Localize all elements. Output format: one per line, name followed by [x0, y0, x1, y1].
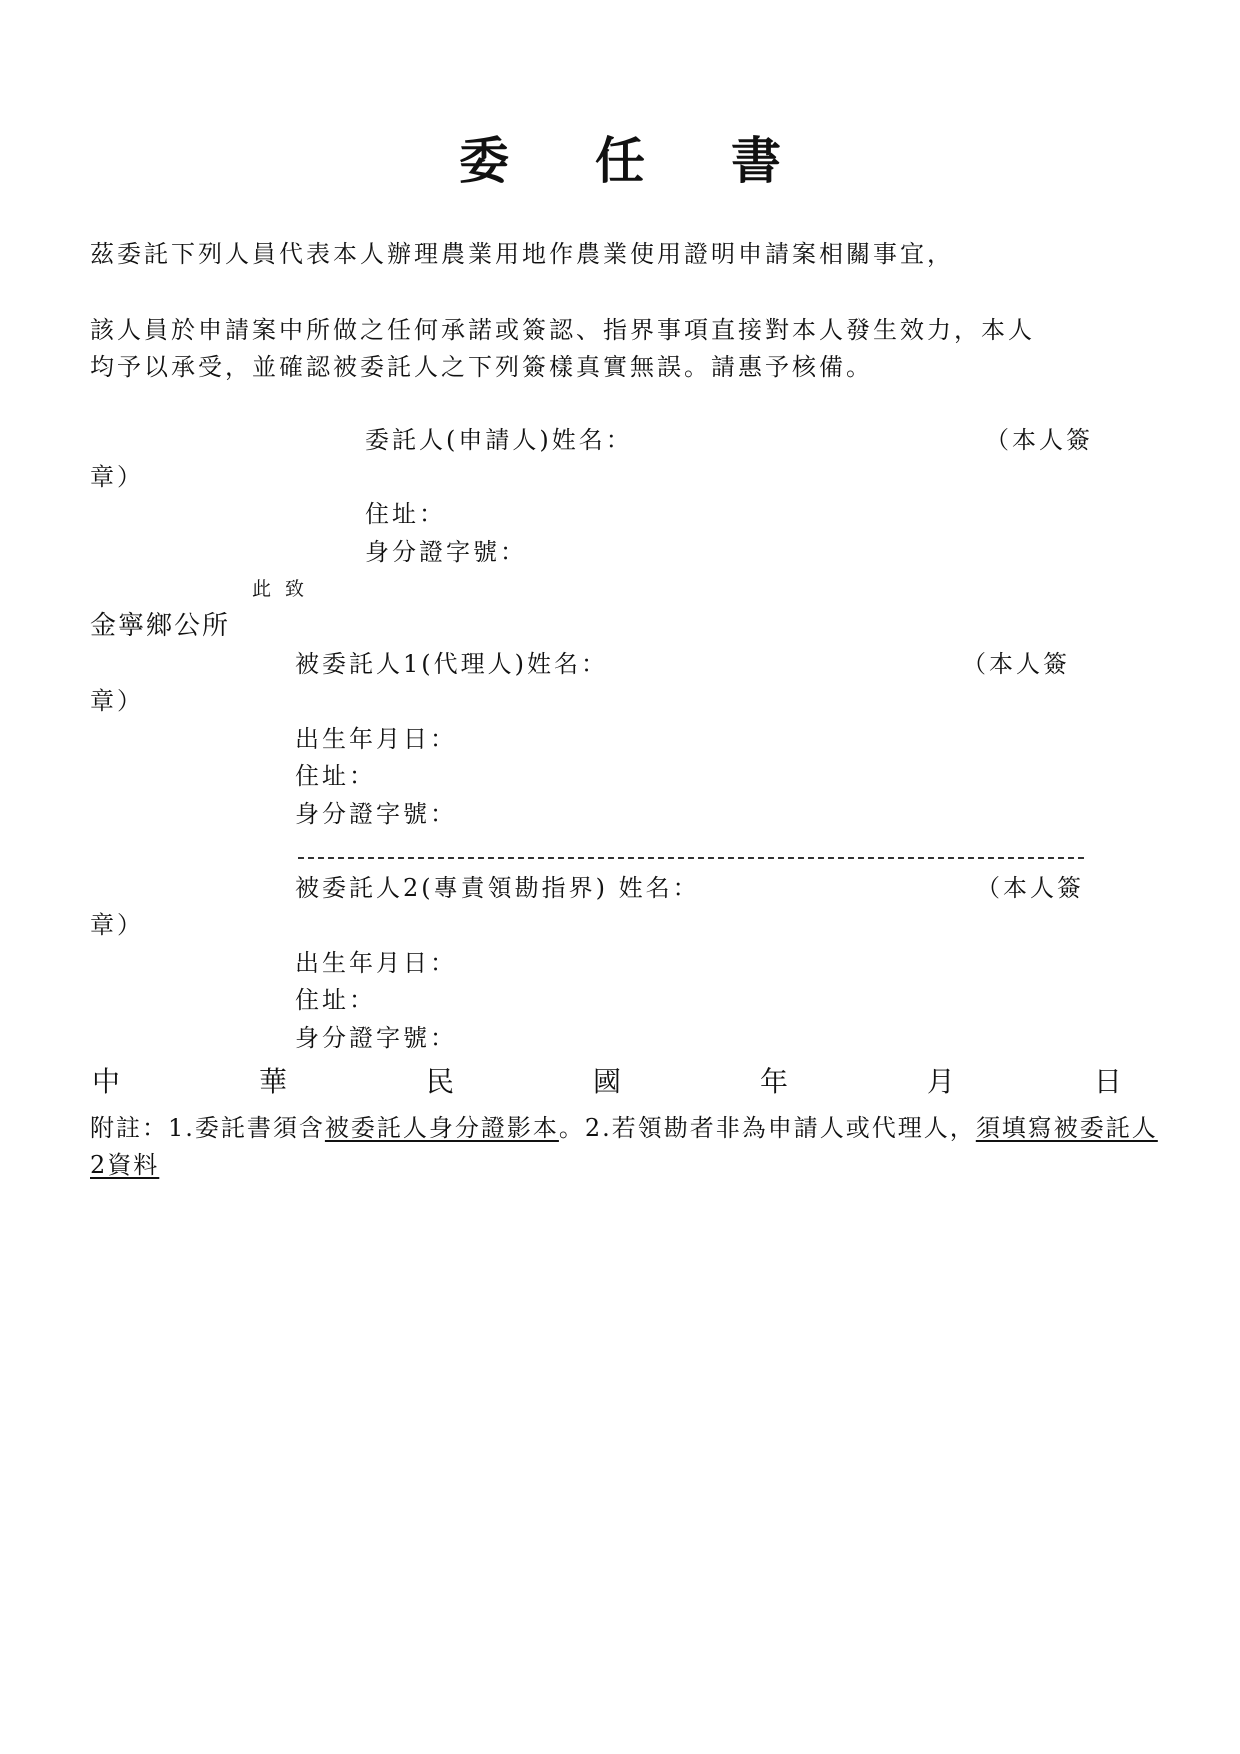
date-char-zhong: 中: [92, 1065, 121, 1098]
page-title: [0, 131, 1240, 190]
intro-line-2: 該人員於申請案中所做之任何承諾或簽認、指界事項直接對本人發生效力，本人: [90, 316, 1035, 344]
agent1-name-label: 被委託人1(代理人)姓名：: [295, 650, 608, 678]
agent1-birth-label: 出生年月日：: [295, 725, 457, 753]
agent1-seal-cont: 章）: [90, 687, 144, 715]
dashed-separator: [298, 857, 1084, 859]
agent1-seal-label: （本人簽: [962, 650, 1070, 678]
recipient-office: 金寧鄉公所: [90, 611, 231, 641]
note-underline-2: 須填寫被委託人2資料: [90, 1114, 1158, 1179]
principal-name-label: 委託人(申請人)姓名：: [365, 426, 633, 454]
intro-line-1: 茲委託下列人員代表本人辦理農業用地作農業使用證明申請案相關事宜，: [90, 240, 954, 268]
agent2-seal-label: （本人簽: [976, 874, 1084, 902]
agent1-address-label: 住址：: [295, 762, 376, 790]
note-underline-1: 被委託人身分證影本: [324, 1114, 559, 1142]
agent2-name-label: 被委託人2(專責領勘指界) 姓名：: [295, 874, 700, 902]
date-char-min: 民: [425, 1065, 454, 1098]
principal-id-label: 身分證字號：: [365, 538, 527, 566]
title-char-3: 書: [731, 131, 781, 190]
date-char-year: 年: [759, 1065, 788, 1098]
date-char-month: 月: [926, 1065, 955, 1098]
agent2-birth-label: 出生年月日：: [295, 949, 457, 977]
date-row: [92, 1065, 1122, 1098]
principal-address-label: 住址：: [365, 500, 446, 528]
salutation: 此 致: [252, 578, 309, 600]
intro-line-3: 均予以承受，並確認被委託人之下列簽樣真實無誤。請惠予核備。: [90, 353, 873, 381]
date-char-day: 日: [1093, 1065, 1122, 1098]
agent2-seal-cont: 章）: [90, 911, 144, 939]
principal-seal-label: （本人簽: [985, 426, 1093, 454]
footnote: [90, 1110, 1170, 1184]
date-char-hua: 華: [258, 1065, 287, 1098]
note-middle: 。2.若領勘者非為申請人或代理人，: [558, 1114, 976, 1142]
agent2-address-label: 住址：: [295, 986, 376, 1014]
title-char-1: 委: [459, 131, 509, 190]
note-prefix: 附註：1.委託書須含: [90, 1114, 325, 1142]
title-char-2: 任: [595, 131, 645, 190]
principal-seal-cont: 章）: [90, 463, 144, 491]
agent2-id-label: 身分證字號：: [295, 1024, 457, 1052]
agent1-id-label: 身分證字號：: [295, 800, 457, 828]
date-char-guo: 國: [592, 1065, 621, 1098]
